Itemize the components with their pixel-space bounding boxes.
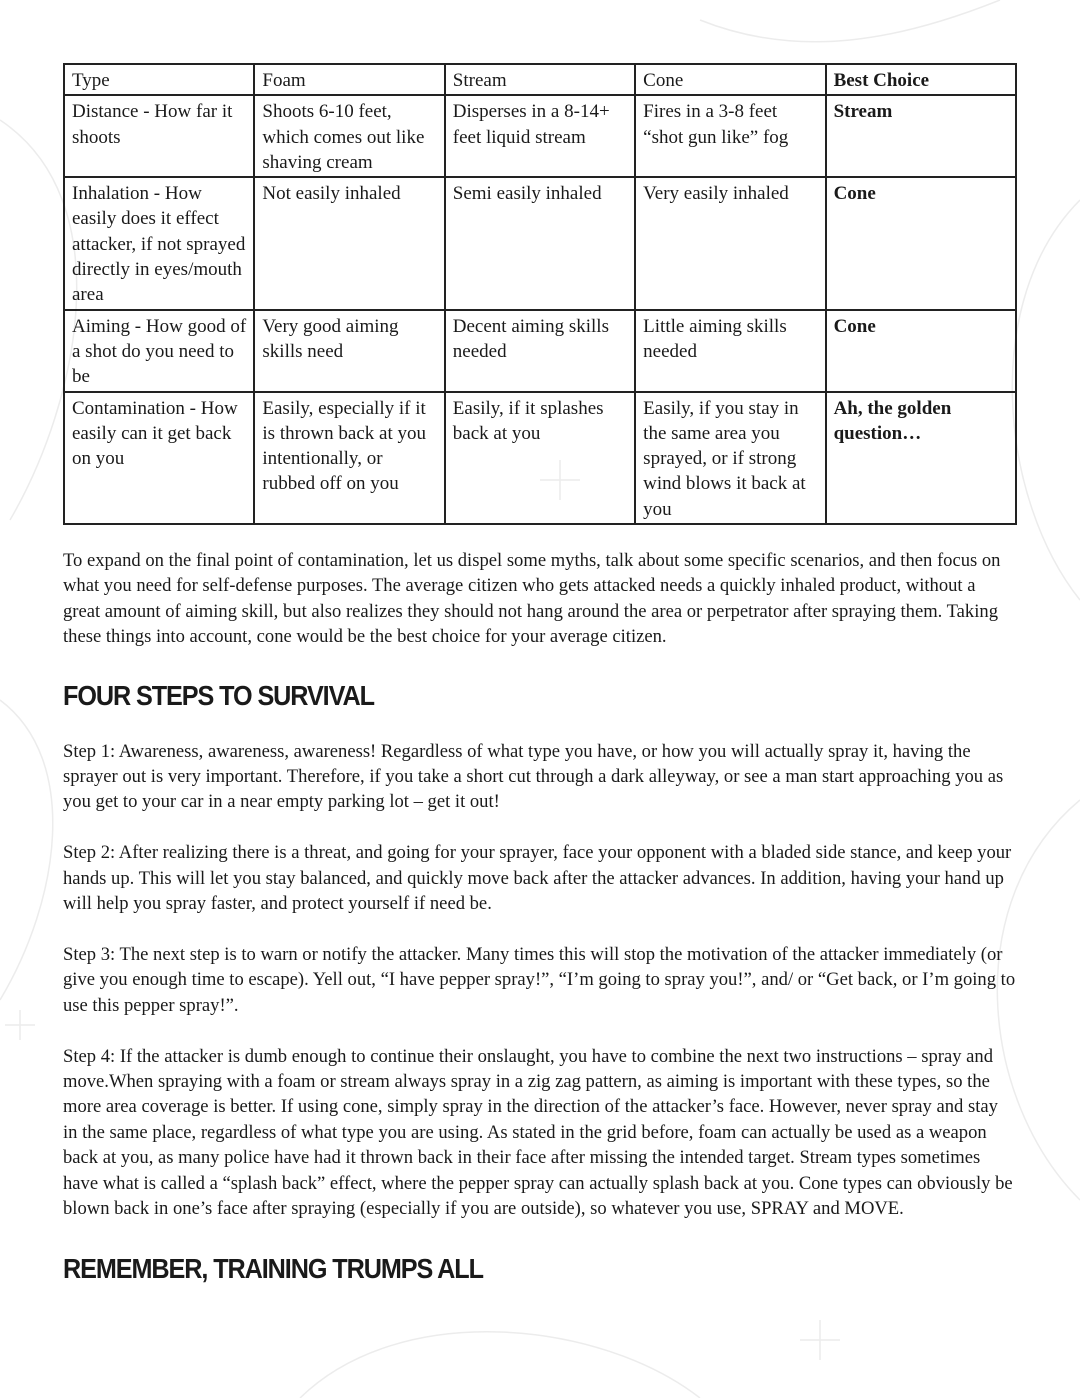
step-paragraph: Step 4: If the attacker is dumb enough to continue their onslaught, you have to combine the next two instructions – spray and move.When spraying with a foam or stream always spray in a zig zag pattern, as aiming is important with these types, so the more area coverage is better. If using cone, simply spray in the direction of the attacker’s face. However, never spray and stay in the same place, regardless of what type you are using. As stated in the grid before, foam can actually be used as a weapon back at you, as many police have had it thrown back in their face after missing the intended target. Stream types sometimes have what is called a “splash back” effect, where the pepper spray can actually splash back at you. Cone types can obviously be blown back in one’s face after spraying (especially if you are outside), so whatever you use, SPRAY and MOVE. xyxy=(63,1045,1013,1219)
table-cell: Aiming - How good of a shot do you need to be xyxy=(64,310,254,392)
table-cell: Contamination - How easily can it get back on you xyxy=(64,392,254,524)
table-cell: Disperses in a 8-14+ feet liquid stream xyxy=(445,95,635,177)
table-cell: Easily, especially if it is thrown back at you intentionally, or rubbed off on you xyxy=(254,392,444,524)
table-cell: Very easily inhaled xyxy=(635,177,825,309)
intro-paragraph: To expand on the final point of contamination, let us dispel some myths, talk about some specific scenarios, and then focus on what you need for self-defense purposes. The average citizen who gets attacked needs a quickly inhaled product, without a great amount of aiming skill, but also realizes they should not hang around the area or perpetrator after spraying them. Taking these things into account, cone would be the best choice for your average citizen. xyxy=(63,550,1001,648)
section-heading: FOUR STEPS TO SURVIVAL xyxy=(63,679,374,711)
step-paragraph: Step 2: After realizing there is a threat, and going for your sprayer, face your opponent with a bladed side stance, and keep your hands up. This will let you stay balanced, and quickly move back after the attacker advances. In addition, having your hand up will help you spray faster, and protect yourself if need be. xyxy=(63,842,1012,915)
table-cell: Semi easily inhaled xyxy=(445,177,635,309)
section-heading: REMEMBER, TRAINING TRUMPS ALL xyxy=(63,1253,483,1285)
table-row xyxy=(64,392,1016,524)
table-cell: Easily, if it splashes back at you xyxy=(445,392,635,524)
table-cell: Not easily inhaled xyxy=(254,177,444,309)
table-cell: Easily, if you stay in the same area you sprayed, or if strong wind blows it back at you xyxy=(635,392,825,524)
table-cell: Distance - How far it shoots xyxy=(64,95,254,177)
best-choice-cell: Stream xyxy=(826,95,1016,177)
table-cell: Very good aiming skills need xyxy=(254,310,444,392)
table-cell: Shoots 6-10 feet, which comes out like shaving cream xyxy=(254,95,444,177)
document-page xyxy=(63,63,1017,1285)
table-cell: Inhalation - How easily does it effect attacker, if not sprayed directly in eyes/mouth area xyxy=(64,177,254,309)
best-choice-cell: Cone xyxy=(826,177,1016,309)
table-cell: Decent aiming skills needed xyxy=(445,310,635,392)
table-header-row xyxy=(64,64,1016,95)
header-cell: Cone xyxy=(635,64,825,95)
table-cell: Little aiming skills needed xyxy=(635,310,825,392)
best-choice-cell: Cone xyxy=(826,310,1016,392)
table-row xyxy=(64,310,1016,392)
header-cell: Foam xyxy=(254,64,444,95)
pepper-spray-comparison-table xyxy=(63,63,1017,525)
step-paragraph: Step 1: Awareness, awareness, awareness! Regardless of what type you have, or how you will actually spray it, having the sprayer out is very important. Therefore, if you take a short cut through a dark alleyway, or see a man start approaching you as you get to your car in a near empty parking lot – get it out! xyxy=(63,740,1004,813)
table-cell: Fires in a 3-8 feet “shot gun like” fog xyxy=(635,95,825,177)
step-paragraph: Step 3: The next step is to warn or notify the attacker. Many times this will stop the motivation of the attacker immediately (or give you enough time to escape). Yell out, “I have pepper spray!”, “I’m going to spray you!”, and/ or “Get back, or I’m going to use this pepper spray!”. xyxy=(63,943,1016,1016)
header-cell: Stream xyxy=(445,64,635,95)
table-row xyxy=(64,95,1016,177)
header-cell: Best Choice xyxy=(826,64,1016,95)
header-cell: Type xyxy=(64,64,254,95)
table-row xyxy=(64,177,1016,309)
best-choice-cell: Ah, the golden question… xyxy=(826,392,1016,524)
